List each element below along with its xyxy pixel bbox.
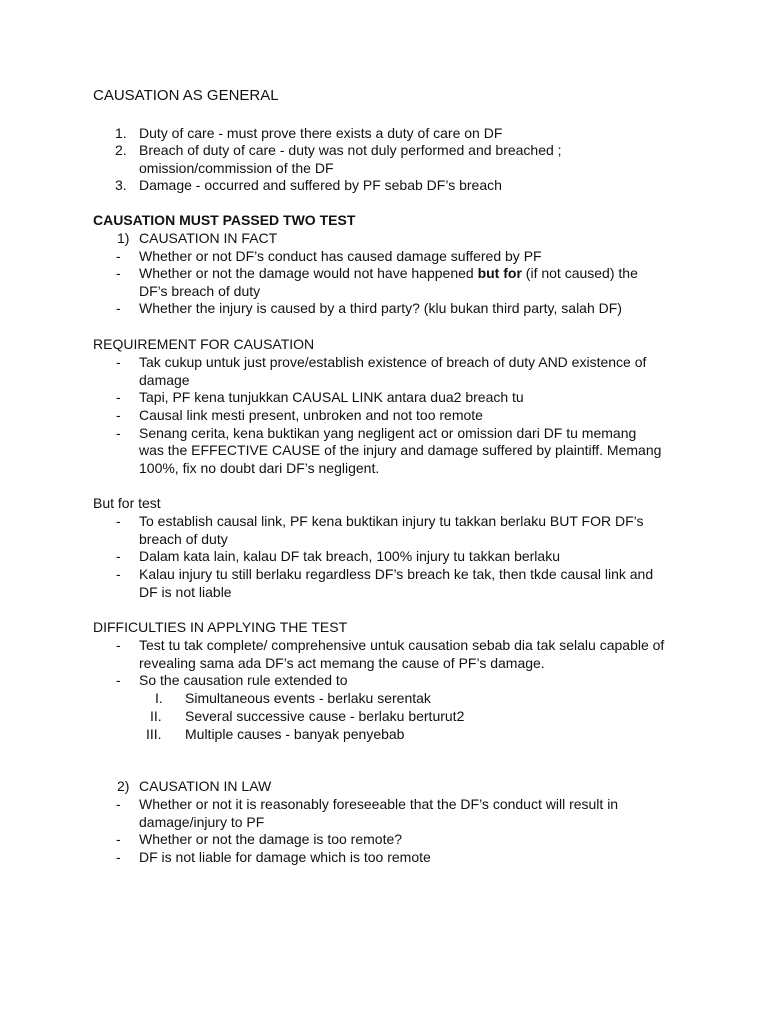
dash-marker: - [116,265,121,281]
sub-list-item: Simultaneous events - berlaku serentak [185,690,431,706]
dash-marker: - [116,672,121,688]
page-title: CAUSATION AS GENERAL [93,87,279,104]
dash-marker: - [116,566,121,582]
dash-marker: - [116,849,121,865]
list-item-continuation: was the EFFECTIVE CAUSE of the injury and damage suffered by plaintiff. Memang [139,442,662,458]
dash-marker: - [116,637,121,653]
list-item: Tak cukup untuk just prove/establish existence of breach of duty AND existence of [139,354,647,370]
dash-marker: - [116,831,121,847]
list-marker: 3. [115,177,127,193]
dash-marker: - [116,513,121,529]
list-item: Tapi, PF kena tunjukkan CAUSAL LINK antara dua2 breach tu [139,389,524,405]
roman-marker: III. [146,726,162,742]
dash-marker: - [116,248,121,264]
list-item: DF is not liable for damage which is too remote [139,849,431,865]
section-heading: But for test [93,495,161,511]
list-item: To establish causal link, PF kena buktikan injury tu takkan berlaku BUT FOR DF’s [139,513,644,529]
emphasis-text: but for [477,265,522,281]
list-item: Senang cerita, kena buktikan yang negligent act or omission dari DF tu memang [139,425,637,441]
dash-marker: - [116,548,121,564]
dash-marker: - [116,300,121,316]
list-item-continuation: breach of duty [139,531,228,547]
list-item-continuation: damage [139,372,190,388]
list-item: Breach of duty of care - duty was not duly performed and breached ; [139,142,562,158]
section-heading: DIFFICULTIES IN APPLYING THE TEST [93,619,348,635]
list-marker: 2. [115,142,127,158]
list-item: Causal link mesti present, unbroken and not too remote [139,407,483,423]
list-marker: 1. [115,125,127,141]
list-item-continuation: 100%, fix no doubt dari DF’s negligent. [139,460,380,476]
list-item-continuation: DF’s breach of duty [139,283,261,299]
list-item: Damage - occurred and suffered by PF sebab DF’s breach [139,177,502,193]
list-item-continuation: damage/injury to PF [139,814,265,830]
list-item: Whether or not the damage would not have happened but for (if not caused) the [139,265,638,281]
dash-marker: - [116,796,121,812]
list-item: Dalam kata lain, kalau DF tak breach, 100% injury tu takkan berlaku [139,548,560,564]
dash-marker: - [116,389,121,405]
list-item: Whether or not it is reasonably foreseeable that the DF’s conduct will result in [139,796,619,812]
section-heading: REQUIREMENT FOR CAUSATION [93,336,315,352]
list-item: Whether the injury is caused by a third party? (klu bukan third party, salah DF) [139,300,622,316]
list-item: So the causation rule extended to [139,672,348,688]
roman-marker: II. [150,708,162,724]
list-marker: 2) [117,778,130,794]
list-item-continuation: omission/commission of the DF [139,160,334,176]
dash-marker: - [116,354,121,370]
list-item: Test tu tak complete/ comprehensive untuk causation sebab dia tak selalu capable of [139,637,665,653]
subsection-title: CAUSATION IN LAW [139,778,272,794]
list-item: Whether or not DF’s conduct has caused damage suffered by PF [139,248,542,264]
subsection-title: CAUSATION IN FACT [139,230,278,246]
list-item: Duty of care - must prove there exists a duty of care on DF [139,125,503,141]
list-item-continuation: revealing sama ada DF’s act memang the cause of PF’s damage. [139,655,545,671]
list-item-continuation: DF is not liable [139,584,232,600]
section-heading: CAUSATION MUST PASSED TWO TEST [93,212,356,228]
sub-list-item: Multiple causes - banyak penyebab [185,726,405,742]
list-marker: 1) [117,230,130,246]
list-item: Whether or not the damage is too remote? [139,831,403,847]
sub-list-item: Several successive cause - berlaku berturut2 [185,708,465,724]
dash-marker: - [116,407,121,423]
dash-marker: - [116,425,121,441]
roman-marker: I. [155,690,163,706]
list-item: Kalau injury tu still berlaku regardless DF’s breach ke tak, then tkde causal link and [139,566,654,582]
